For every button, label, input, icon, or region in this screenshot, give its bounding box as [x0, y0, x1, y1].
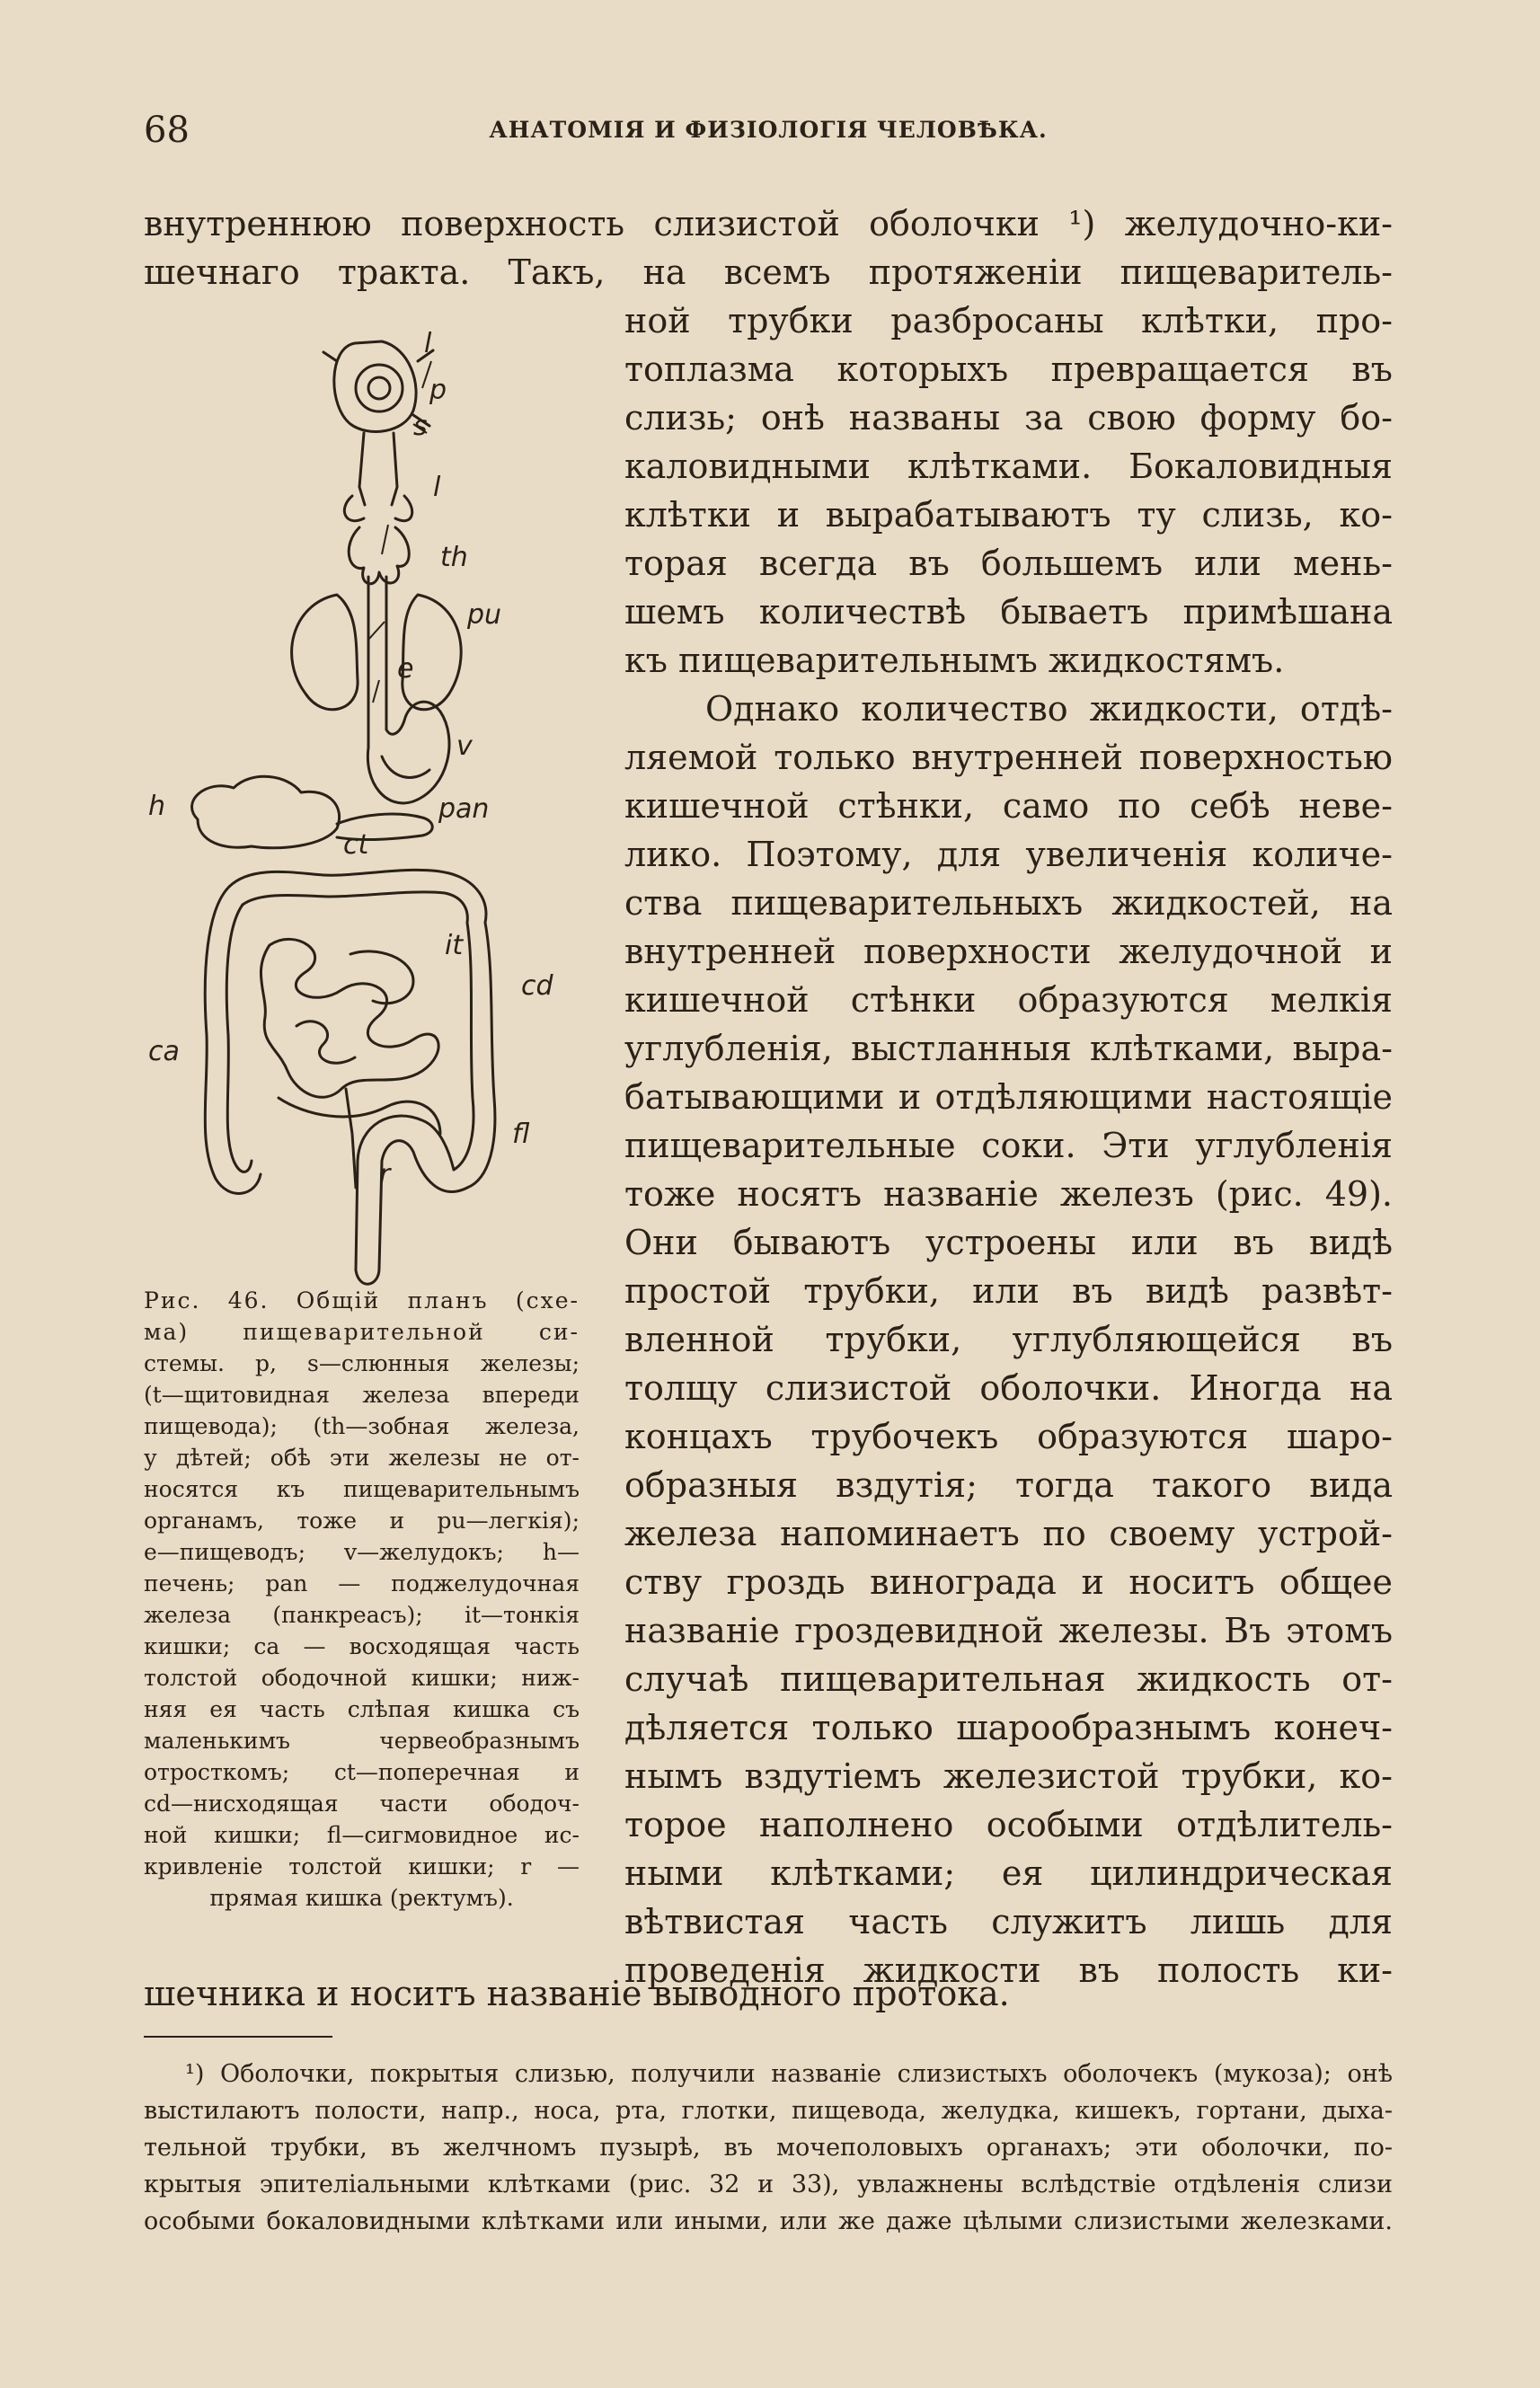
figure-label-s: s — [413, 411, 428, 442]
figure-label-pu: pu — [467, 599, 502, 631]
figure-label-l-top: l — [424, 328, 432, 359]
caption-line: маленькимъ червеобразнымъ — [144, 1728, 580, 1754]
text-line: каловидными клѣтками. Бокаловидныя — [624, 447, 1393, 486]
figure-label-e: e — [397, 653, 414, 685]
figure-caption — [144, 1285, 580, 1914]
figure-label-fl: fl — [512, 1119, 530, 1150]
caption-line: толстой ободочной кишки; ниж- — [144, 1665, 580, 1691]
caption-line: ной кишки; fl—сигмовидное ис- — [144, 1822, 580, 1848]
caption-line: органамъ, тоже и pu—легкія); — [144, 1508, 580, 1534]
figure-label-l: l — [433, 472, 441, 503]
footnote-line: особыми бокаловидными клѣтками или иными, или же даже цѣлыми слизистыми железками. — [144, 2207, 1393, 2235]
footnote-line: крытыя эпителіальными клѣтками (рис. 32 и 33), увлажнены вслѣдствіе отдѣленія слизи — [144, 2171, 1393, 2198]
text-line: ными клѣтками; ея цилиндрическая — [624, 1853, 1393, 1893]
caption-line: (t—щитовидная железа впереди — [144, 1382, 580, 1408]
text-line: углубленія, выстланныя клѣтками, выра- — [624, 1029, 1393, 1068]
figure-label-ct: ct — [343, 829, 369, 861]
caption-line: Рис. 46. Общій планъ (схе- — [144, 1287, 580, 1313]
caption-line: железа (панкреасъ); it—тонкія — [144, 1602, 580, 1628]
text-line: пищеварительные соки. Эти углубленія — [624, 1126, 1393, 1165]
text-line: вленной трубки, углубляющейся въ — [624, 1320, 1393, 1359]
text-line: торое наполнено особыми отдѣлитель- — [624, 1805, 1393, 1844]
footnote-rule — [144, 2036, 332, 2038]
figure-label-cd: cd — [521, 970, 553, 1002]
text-line: названіе гроздевидной железы. Въ этомъ — [624, 1611, 1393, 1650]
caption-line: няя ея часть слѣпая кишка съ — [144, 1696, 580, 1722]
text-line: лико. Поэтому, для увеличенія количе- — [624, 835, 1393, 874]
text-line: концахъ трубочекъ образуются шаро- — [624, 1417, 1393, 1456]
text-line: внутренней поверхности желудочной и — [624, 932, 1393, 971]
text-line: ства пищеварительныхъ жидкостей, на — [624, 883, 1393, 923]
figure-label-ca: ca — [148, 1036, 180, 1067]
text-line: внутреннюю поверхность слизистой оболочки ¹) желудочно-ки- — [144, 204, 1393, 243]
footnote-line: тельной трубки, въ желчномъ пузырѣ, въ мочеполовыхъ органахъ; эти оболочки, по- — [144, 2134, 1393, 2162]
text-line: къ пищеварительнымъ жидкостямъ. — [624, 641, 1285, 680]
footnote-line: выстилаютъ полости, напр., носа, рта, глотки, пищевода, желудка, кишекъ, гортани, дыха- — [144, 2097, 1393, 2125]
caption-line: кишки; ca — восходящая часть — [144, 1633, 580, 1659]
caption-line: прямая кишка (ректумъ). — [209, 1885, 514, 1911]
text-line: кишечной стѣнки, само по себѣ неве- — [624, 786, 1393, 826]
page-number: 68 — [144, 110, 190, 151]
text-line: кишечной стѣнки образуются мелкія — [624, 980, 1393, 1020]
caption-line: cd—нисходящая части ободоч- — [144, 1791, 580, 1817]
footnote-line: ¹) Оболочки, покрытыя слизью, получили названіе слизистыхъ оболочекъ (мукоза); онѣ — [185, 2060, 1393, 2088]
text-line: Они бываютъ устроены или въ видѣ — [624, 1223, 1393, 1262]
text-line: ной трубки разбросаны клѣтки, про- — [624, 301, 1393, 341]
digestive-system-figure — [144, 325, 593, 1296]
figure-label-p: p — [429, 375, 447, 406]
figure-label-pan: pan — [438, 793, 490, 825]
caption-line: носятся къ пищеварительнымъ — [144, 1476, 580, 1502]
text-line: клѣтки и вырабатываютъ ту слизь, ко- — [624, 495, 1393, 535]
figure-label-r: r — [379, 1159, 391, 1190]
text-line: топлазма которыхъ превращается въ — [624, 349, 1393, 389]
text-line: железа напоминаетъ по своему устрой- — [624, 1514, 1393, 1553]
text-line: шечнаго тракта. Такъ, на всемъ протяженіи пищеваритель- — [144, 252, 1393, 292]
text-line: проведенія жидкости въ полость ки- — [624, 1950, 1393, 1990]
text-line: нымъ вздутіемъ железистой трубки, ко- — [624, 1756, 1393, 1796]
figure-label-h: h — [148, 791, 166, 822]
caption-line: e—пищеводъ; v—желудокъ; h— — [144, 1539, 580, 1565]
caption-line: печень; pan — поджелудочная — [144, 1570, 580, 1596]
text-line: слизь; онѣ названы за свою форму бо- — [624, 398, 1393, 438]
caption-line: ма) пищеварительной си- — [144, 1319, 580, 1345]
text-line: ству гроздь винограда и носитъ общее — [624, 1562, 1393, 1602]
paragraph-start-line: Однако количество жидкости, отдѣ- — [705, 689, 1393, 729]
text-line: случаѣ пищеварительная жидкость от- — [624, 1659, 1393, 1699]
text-line: простой трубки, или въ видѣ развѣт- — [624, 1271, 1393, 1311]
figure-label-it: it — [445, 930, 464, 961]
text-line: толщу слизистой оболочки. Иногда на — [624, 1368, 1393, 1408]
figure-label-th: th — [440, 542, 468, 573]
running-head: АНАТОМІЯ И ФИЗІОЛОГІЯ ЧЕЛОВѢКА. — [489, 117, 1048, 143]
digestive-system-illustration — [144, 325, 593, 1296]
text-line: вѣтвистая часть служитъ лишь для — [624, 1902, 1393, 1941]
figure-label-v: v — [456, 730, 473, 762]
caption-line: стемы. p, s—слюнныя железы; — [144, 1350, 580, 1376]
text-line: ляемой только внутренней поверхностью — [624, 738, 1393, 777]
caption-line: у дѣтей; обѣ эти железы не от- — [144, 1445, 580, 1471]
text-line: шемъ количествѣ бываетъ примѣшана — [624, 592, 1393, 632]
text-line: тоже носятъ названіе железъ (рис. 49). — [624, 1174, 1393, 1214]
caption-line: отросткомъ; ct—поперечная и — [144, 1759, 580, 1785]
caption-line: кривленіе толстой кишки; r — — [144, 1853, 580, 1879]
text-line: торая всегда въ большемъ или мень- — [624, 544, 1393, 583]
text-line: батывающими и отдѣляющими настоящіе — [624, 1077, 1393, 1117]
text-line: образныя вздутія; тогда такого вида — [624, 1465, 1393, 1505]
paragraph-end-line: шечника и носитъ названіе выводного протока. — [144, 1974, 1010, 2013]
text-line: дѣляется только шарообразнымъ конеч- — [624, 1708, 1393, 1747]
caption-line: пищевода); (th—зобная железа, — [144, 1413, 580, 1439]
page-header — [144, 110, 1393, 155]
